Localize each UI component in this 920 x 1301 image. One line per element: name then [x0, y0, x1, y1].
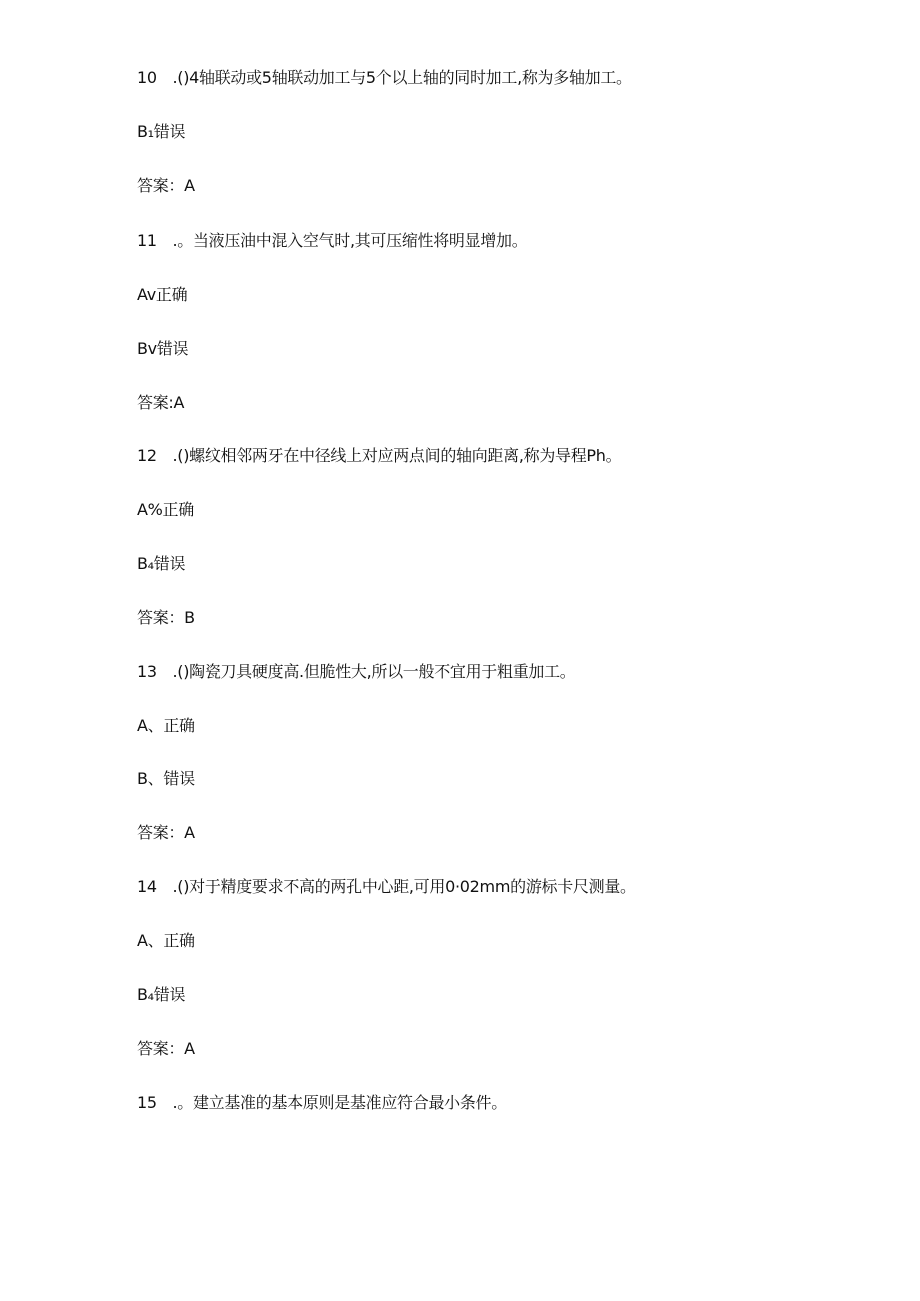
- answer: 答案：B: [137, 608, 195, 627]
- question-12: 12 .()螺纹相邻两牙在中径线上对应两点间的轴向距离,称为导程Ph。: [137, 446, 622, 465]
- option-b: B₄错误: [137, 554, 186, 573]
- answer: 答案：A: [137, 176, 195, 195]
- option-b: B、错误: [137, 769, 195, 788]
- option-b: B₁错误: [137, 122, 186, 141]
- question-11: 11 .。当液压油中混入空气时,其可压缩性将明显增加。: [137, 231, 528, 250]
- option-b: B₄错误: [137, 985, 186, 1004]
- option-a: A、正确: [137, 716, 195, 735]
- question-15: 15 .。建立基准的基本原则是基准应符合最小条件。: [137, 1093, 507, 1112]
- question-14: 14 .()对于精度要求不高的两孔中心距,可用0·02mm的游标卡尺测量。: [137, 877, 636, 896]
- question-13: 13 .()陶瓷刀具硬度高.但脆性大,所以一般不宜用于粗重加工。: [137, 662, 576, 681]
- option-a: A%正确: [137, 500, 194, 519]
- answer: 答案:A: [137, 393, 185, 412]
- option-a: A、正确: [137, 931, 195, 950]
- option-b: Bv错误: [137, 339, 189, 358]
- answer: 答案：A: [137, 1039, 195, 1058]
- answer: 答案：A: [137, 823, 195, 842]
- option-a: Av正确: [137, 285, 188, 304]
- question-10: 10 .()4轴联动或5轴联动加工与5个以上轴的同时加工,称为多轴加工。: [137, 68, 632, 87]
